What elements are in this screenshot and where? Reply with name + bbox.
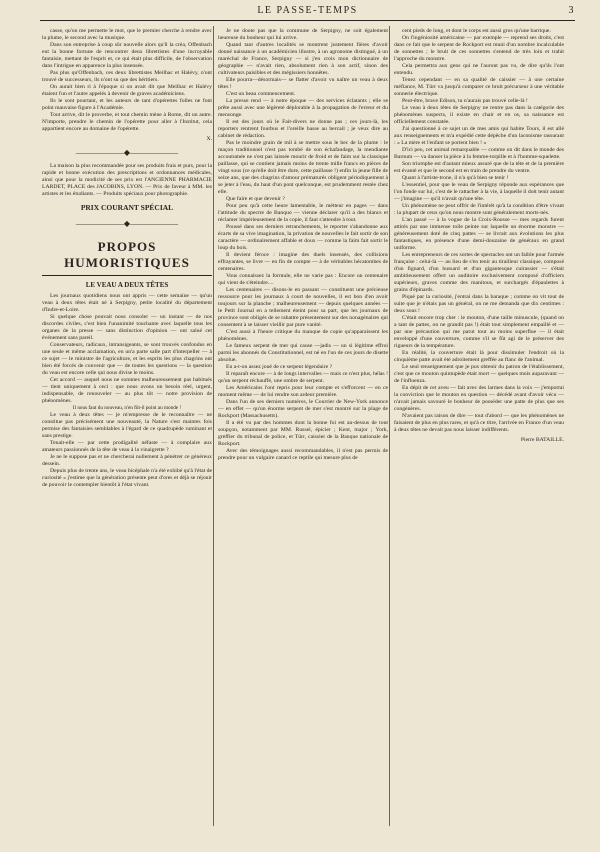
paragraph: Le veau à deux têtes de Serpigny ne rentre pas dans la catégorie des phénomènes suspects, il existe en chair et en os, sa naissance est officiellement constatée. xyxy=(394,105,564,125)
section-title: PROPOS HUMORISTIQUES xyxy=(64,239,190,270)
paragraph: Tenait-elle — par cette prodigalité néfaste — à complaire aux amateurs passionnés de la tête de veau à la vinaigrette ? xyxy=(42,440,212,453)
paragraph: Avec des témoignages aussi recommandables, il n'est pas permis de prendre pour un vulgaire canard ce reptile qui mesure plus de xyxy=(218,448,388,461)
paragraph: C'est un beau commencement. xyxy=(226,91,296,97)
paragraph: Vous connaissez la formule, elle ne varie pas : Encore un centenaire qui vient de s'éteindre.... xyxy=(218,273,388,286)
ornament-divider: ——————◆—————— xyxy=(75,219,179,228)
paragraph: L'essentiel, pour que le veau de Serpigny réponde aux espérances que l'on fonde sur lui, c'est de le rattacher à la vie, à laquelle il doit tenir autant — j'imagine — qu'il n'avait qu'une tête. xyxy=(394,182,564,202)
paragraph: Si quelque chose pouvait nous consoler — un instant — de nos discordes civiles, c'est bien l'unanimité touchante avec laquelle tous les organes de la presse — sans distinction d'opinion — ont salué cet événement sans pareil. xyxy=(42,314,212,341)
paragraph: Le fameux serpent de mer qui cause —jadis — un si légitime effroi parmi les abonnés du Constitutionnel, est né en l'un de ces jours de disette absolue. xyxy=(218,343,388,363)
paragraph: Un phénomène ne peut offrir de l'intérêt qu'à la condition d'être vivant : la plupart de ceux qu'on nous montre sont généralement morts-nés. xyxy=(394,203,564,216)
paragraph: L'an passé — à la vogue de la Croix-Rousse — mes regards furent attirés par une immense toile peinte sur laquelle un énorme monstre — généreusement doté de cinq pattes — se livrait aux évolutions les plus fantastiques, en présence d'une demi-douzaine de généraux en grand uniforme. xyxy=(394,217,564,251)
paragraph: Il devient féroce : imagine des duels insensés, des collisions effrayantes, se livre — en fin de compte — à de véritables hécatombes de centenaires. xyxy=(218,252,388,272)
paragraph: On l'ingéniosité américaine — par exemple — reprend ses droits, c'est dans ce fait que le serpent de Rockport est muni d'un nombre incalculable de sonnettes ; le bruit de ces sonnettes s'entend de très loin et trahit l'approche du monstre. xyxy=(394,35,564,62)
paragraph: En a-t-on assez joué de ce serpent légendaire ? xyxy=(226,364,333,370)
ornament-divider: ——————◆—————— xyxy=(75,148,179,157)
paragraph: Je ne le suppose pas et ne chercherai nullement à pénétrer ce généreux dessein. xyxy=(42,454,212,467)
paragraph: casse, qu'on me permette le mot, que le premier cherche à rendre avec la plume, le second avec la musique. xyxy=(42,28,212,41)
paragraph: Les journaux quotidiens nous ont appris — cette semaine — qu'un veau à deux têtes était né à Serpigny, petite localité du département d'Indre-et-Loire. xyxy=(42,293,212,313)
signature: X. xyxy=(206,136,212,142)
paragraph: Pas plus qu'Offenbach, ces deux librettistes Meilhac et Halévy, n'ont trouvé de successeurs, ils n'ont su que des héritiers. xyxy=(42,70,212,83)
journal-title: LE PASSE-TEMPS xyxy=(257,5,358,16)
paragraph: Cela permettra aux gens qui ne l'auront pas vu, de dire qu'ils l'ont entendu. xyxy=(394,63,564,76)
paragraph: En réalité, la couverture était là pour dissimuler l'endroit où la cinquième patte avait été adroitement greffée au flanc de l'animal. xyxy=(394,350,564,363)
paragraph: Quand tant d'autres localités se montrent justement fières d'avoir donné naissance à un académicien illustre, à un agronome distingué, à un maréchal de France, Serpigny — si j'en crois mon dictionnaire de géographie — n'avait rien, absolument rien à son actif, sinon des cultivateurs paisibles et des mégissiers honnêtes. xyxy=(218,42,388,76)
paragraph: Quant à l'artiste-trone, il n'a qu'à bien se tenir ! xyxy=(402,175,509,181)
paragraph: cent pieds de long, et dont le corps est aussi gros qu'une barrique. xyxy=(402,28,551,34)
paragraph: Il a été vu par des hommes dont la bonne foi est au-dessus de tout soupçon, notamment par MM. Russel, épicier ; Kent, major ; York, greffier du tribunal de police, et Türr, caissier de la Banque nationale de Rockport. xyxy=(218,420,388,447)
paragraph: Poussé dans ses derniers retranchements, le reporter s'abandonne aux écarts de sa vive imagination, la privation de nouvelles le fait sortir de son caractère — ordinairement affable et doux — comme la faim fait sortir le loup du bois. xyxy=(218,224,388,251)
paragraph: Cet accord — auquel nous ne sommes malheureusement pas habitués — tient uniquement à ceci : que nous avons un besoin réel, urgent, indispensable, de renouveler — au plus tôt — notre provision de phénomènes. xyxy=(42,377,212,404)
paragraph: Il nous faut du nouveau, n'en fût-il point au monde ! xyxy=(72,405,182,411)
author-signature: Pierre BATAILLE. xyxy=(520,437,564,443)
paragraph: D'ici peu, cet animal remarquable — comme on dit dans le monde des Barnum — va danser la pièce à la femme-torpille et à l'homme-squelette. xyxy=(394,147,564,160)
paragraph: Les Américains l'ont repris pour leur compte et s'efforcent — en ce moment même — de lui rendre son ardeur première. xyxy=(218,385,388,398)
paragraph: Tout arrive, dit le proverbe, et tout chemin mène à Rome, dit un autre. N'importe, prendre le chemin de l'opérette pour aller à l'Institut, cela appartient encore au domaine de l'opérette. xyxy=(42,112,212,132)
column-2 xyxy=(218,28,388,828)
paragraph: J'ai questionné à ce sujet un de mes amis qui habite Tours, il est allé aux renseignements et m'a expédié cette dépêche d'un laconisme rassurant : « La mère et l'enfant se portent bien ! » xyxy=(394,126,564,146)
page-number: 3 xyxy=(568,5,575,16)
paragraph: N'avaient pas raison de dire — tout d'abord — que les phénomènes ne faisaient de plus en plus rares, et qu'à ce titre, l'arrivée en France d'un veau à deux têtes ne devait pas nous laisser indifférents. xyxy=(394,413,564,433)
column-3 xyxy=(394,28,564,828)
paragraph: Piqué par la curiosité, j'entrai dans la baraque ; comme on vit tout de suite que je n'étais pas un général, on ne me demanda que dix centimes : deux sous ! xyxy=(394,294,564,314)
section-rule xyxy=(42,275,212,276)
paragraph: Pour peu qu'à cette heure lamentable, le métteur en pages — dans l'attitude du spectre de Banquo — vienne déclarer qu'il a des blancs et réclamer impérieusement de la copie, il faut s'attendre à tout. xyxy=(218,203,388,223)
column-1 xyxy=(42,28,212,828)
paragraph: Il reparaît encore — à de longs intervalles — mais ce n'est plus, hélas ! qu'un serpent réchauffé, une ombre de serpent. xyxy=(218,371,388,384)
paragraph: Conservateurs, radicaux, intransigeants, se sont trouvés confondus en une seule et même acclamation, en un'a parte salle part d'interpeller — à ce sujet — le ministre de l'agriculture, et les esprits les plus chagrins ont bien été forcés de convenir que — de toutes les questions — la question du veau est encore celle qui nous divise le moins. xyxy=(42,342,212,376)
paragraph: Le seul renseignement que je pus obtenir du patron de l'établissement, c'est que ce mouton quintupède était mort — quelques mois auparavant — de l'influenza. xyxy=(394,364,564,384)
page-header xyxy=(40,4,575,18)
paragraph: Que faire et que devenir ? xyxy=(226,196,285,202)
paragraph: Je ne doute pas que la commune de Serpigny, ne soit également heureuse du bonheur qui lui arrive. xyxy=(218,28,388,41)
paragraph: Dans l'un de ses derniers numéros, le Courrier de New-York annonce — en effet — qu'un énorme serpent de mer s'est montré sur la plage de Rockport (Massachusetts). xyxy=(218,399,388,419)
paragraph: Son triomphe est d'autant mieux assuré que de la tête et de la première est évanté et que le second est en train de prendre du ventre. xyxy=(394,161,564,174)
paragraph: Elle pourra—désormais— se flatter d'avoir vu naître un veau à deux têtes ! xyxy=(218,77,388,90)
paragraph: Le veau à deux têtes — je m'empresse de le reconnaître — ne constitue pas précisément une nouveauté, la Nature s'est maintes fois permise des fantaisies semblables à l'égard de ce quadrupède ruminant et sans prestige. xyxy=(42,412,212,439)
paragraph: Les centenaires — disons-le en passant — constituent une précieuse ressource pour les journaux à court de nouvelles, il est bon d'en avoir toujours sur la planche ; malheureusement — depuis quelques années — le Petit Journal en a tellement éteint pour sa part, que les journaux de province sont obligés de se rabattre présentement sur des nonagénaires qui consentent à se laisser vieillir par pure vanité. xyxy=(218,287,388,328)
paragraph: Ils le sont pourtant, et les auteurs de tant d'opérettes folles ne font point mauvaise figure à l'Académie. xyxy=(42,98,212,111)
pharmacy-ad: La maison la plus recommandée pour ses produits frais et purs, pour la rapide et bonne exécution des prescriptions et ordonnances médicales, ainsi que pour la modicité de ses prix est l'ANCIENNE PHARMACIE LARDET, PLACE des JACOBINS, LYON. — Prix de faveur à MM. les artistes et les étudiants. — Produits spéciaux pour photographie. xyxy=(42,163,212,197)
paragraph: En dépit de cet aveu — fait avec des larmes dans la voix — j'emportai la conviction que le mouton en question — décédé avant d'avoir vécu — n'avait jamais savouré le bonheur de posséder une patte de plus que ses congénères. xyxy=(394,385,564,412)
paragraph: Dans son entreprise à coup sûr nouvelle alors qu'il la créa, Offenbach eut la bonne fortune de rencontrer deux librettistes d'une incroyable fantaisie, mettant de l'esprit et, ce qui était plus difficile, de l'observation dans l'intrigue en apparence la plus insensée. xyxy=(42,42,212,69)
paragraph: C'était encore trop cher : le mouton, d'une taille minuscule, (quand on a tant de pattes, on ne grandit pas !) était tout simplement empaillé et — par une précaution qui me parut tout au moins superflue — il était enveloppé d'une couverture, comme s'il se fût agi de le préserver des rigueurs de la température. xyxy=(394,315,564,349)
paragraph: La presse rend — à notre époque — des services éclatants ; elle se prête aussi avec une légèreté déplorable à la propagation de l'erreur et du mensonge. xyxy=(218,98,388,118)
promo-heading: PRIX COURANT SPÉCIAL xyxy=(80,203,174,212)
paragraph: Il est des jours où le Fait-divers ne donne pas ; ces jours-là, les reporters rentrent fourbus et l'oreille basse au bercail ; je veux dire au cabinet de rédaction. xyxy=(218,119,388,139)
paragraph: Peut-être, brave Edison, tu n'aurais pas trouvé celle-là ! xyxy=(402,98,528,104)
column-separator-1 xyxy=(213,26,214,826)
paragraph: Les entrepreneurs de ces sortes de spectacles ont un faible pour l'armée française : celui-là — au lieu de s'en tenir au tirailleur classique, composé d'un fignard, d'un hussard et d'un gigantesque cuirassier — s'était ambitieusement offert un auditoire exclusivement composé d'officiers supérieurs, graves comme des manitous, et surchargés d'épaulettes à grains d'épinards. xyxy=(394,252,564,293)
paragraph: Tenez cependant — en sa qualité de caissier — à une certaine méfiance, M. Türr va jusqu'à comparer ce bruit précurseur à une véritable sonnerie électrique. xyxy=(394,77,564,97)
paragraph: On aurait bien ri à l'époque si on avait dit que Meilhac et Halévy étaient l'un et l'autre appelés à devenir de graves académiciens. xyxy=(42,84,212,97)
paragraph: Depuis plus de trente ans, le veau bicéphale n'a été exhibé qu'à l'état de curiosité « j'estime que la génération présente peut d'ores et déjà se réjouir de pouvoir le contempler bientôt à l'état vivant. xyxy=(42,468,212,488)
column-separator-2 xyxy=(389,26,390,826)
header-rule xyxy=(40,20,575,21)
subsection-title: LE VEAU A DEUX TÊTES xyxy=(85,281,169,289)
paragraph: C'est aussi à l'heure critique du manque de copie qu'apparaissent les phénomènes. xyxy=(218,329,388,342)
paragraph: Pas le moindre grain de mil à se mettre sous le bec de la plume : le maçon traditionnel n'est pas tombé de son échafaudage, la mendiante accoutumée ne s'est pas laissée mourir de froid et de faim sur la classique paillasse, qui se contient jamais moins de trente mille francs en pièces de vingt sous (ce qu'elle doit être dure, cette paillasse !) enfin la jeune fille de seize ans, que des chagrins d'amour prématurés obligent périodiquement à se jeter à l'eau, du haut d'un pont quelconque, est prudemment restée chez elle. xyxy=(218,140,388,195)
